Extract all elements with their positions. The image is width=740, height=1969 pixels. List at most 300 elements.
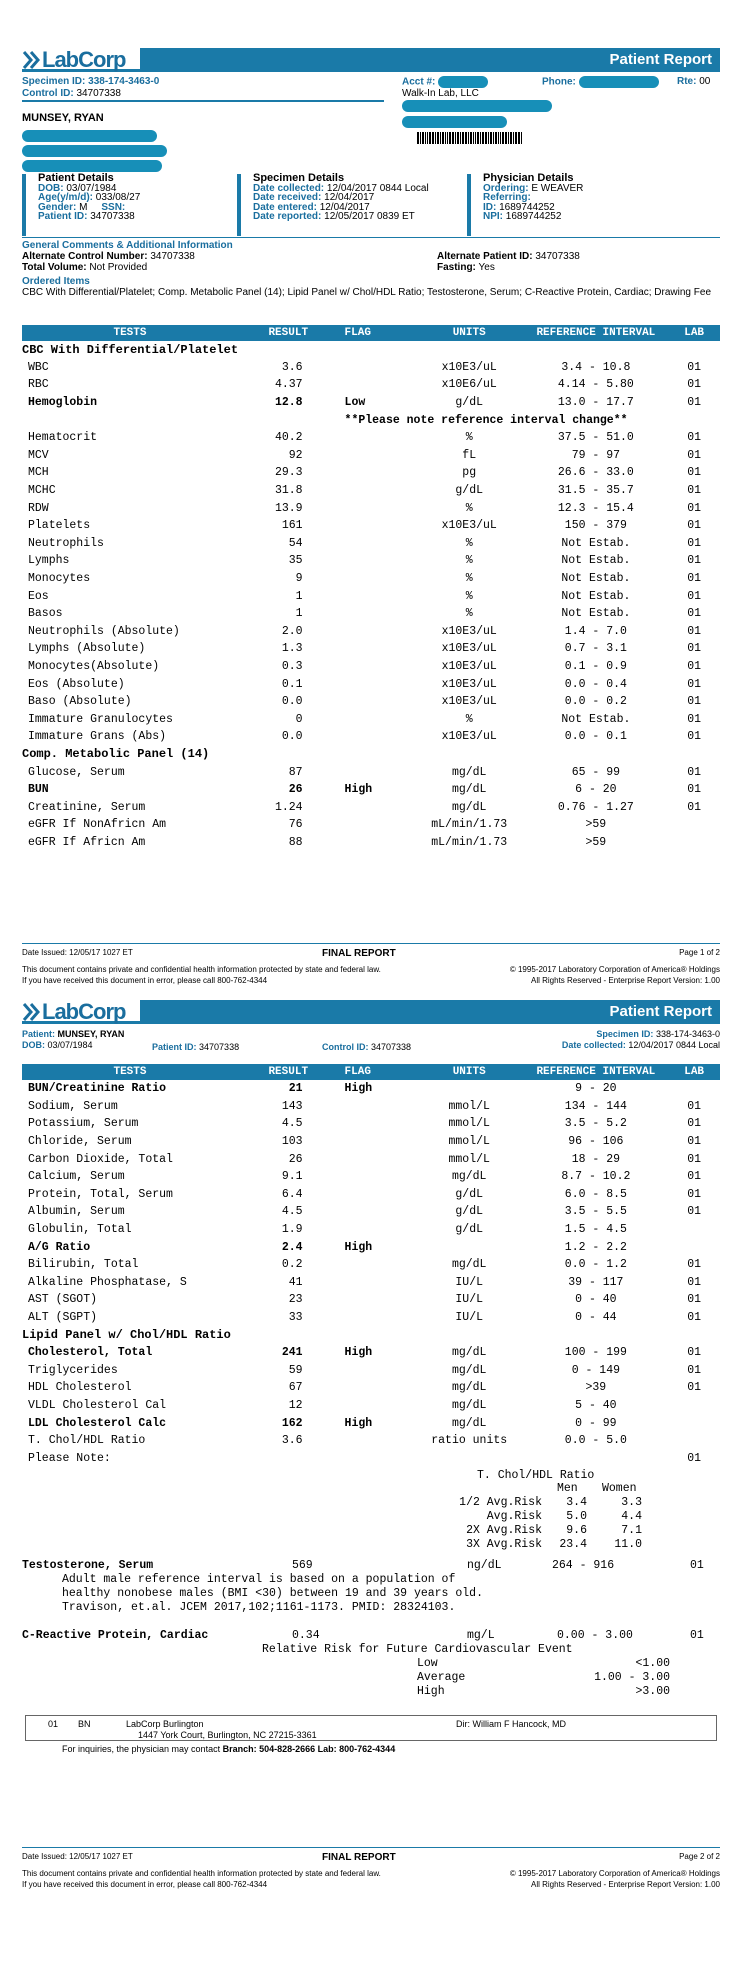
result-value: 9 — [295, 572, 303, 586]
page1-footer: Date Issued: 12/05/17 1027 ET FINAL REPORT Page 1 of 2 This document contains private and confidential health information protected by state and federal law. If you have received this document in error, please call 800-762-4344 © 1995-2017 Laboratory Corporation of America® Holdings All Rights Reserved - Enterprise Report Version: 1.00 — [22, 943, 720, 989]
result-row — [22, 587, 720, 605]
result-row — [22, 834, 720, 852]
result-row — [22, 675, 720, 693]
result-units: mg/dL — [451, 1363, 487, 1377]
result-flag — [343, 658, 415, 676]
result-units: % — [465, 589, 473, 603]
test-name: RDW — [28, 501, 49, 515]
result-row — [22, 552, 720, 570]
result-units: mL/min/1.73 — [431, 818, 508, 832]
result-units: x10E3/uL — [441, 642, 497, 656]
result-value: 67 — [288, 1381, 303, 1395]
risk-women: 3.3 — [621, 1496, 642, 1510]
crp-block: C-Reactive Protein, Cardiac 0.34 mg/L 0.00 - 3.00 01 Relative Risk for Future Cardiovascular Event Low <1.00 Average 1.00 - 3.00 High >3.00 — [22, 1629, 704, 1699]
lab-code: 01 — [687, 501, 702, 515]
reference-interval: Not Estab. — [561, 572, 631, 586]
result-units: % — [465, 607, 473, 621]
lab-code: 01 — [687, 677, 702, 691]
test-name: Carbon Dioxide, Total — [28, 1152, 173, 1166]
risk-label: 2X Avg.Risk — [466, 1524, 542, 1538]
reference-interval: 12.3 - 15.4 — [557, 501, 634, 515]
result-value — [234, 1449, 343, 1467]
result-units: mmol/L — [448, 1117, 490, 1131]
result-units: mg/dL — [451, 1170, 487, 1184]
lab-code: 01 — [687, 1293, 702, 1307]
test-name: AST (SGOT) — [28, 1293, 98, 1307]
test-name: BUN — [28, 783, 49, 797]
lab-code: 01 — [687, 1099, 702, 1113]
result-row — [22, 1080, 720, 1098]
result-units: mg/dL — [451, 1416, 487, 1430]
lab-code: 01 — [687, 607, 702, 621]
result-row — [22, 728, 720, 746]
lab-code: 01 — [687, 360, 702, 374]
result-value: 26 — [288, 783, 303, 797]
result-units: mg/dL — [451, 800, 487, 814]
test-name: Chloride, Serum — [28, 1135, 132, 1149]
result-units: fL — [462, 448, 477, 462]
lab-code: 01 — [687, 1187, 702, 1201]
risk-women: 11.0 — [614, 1538, 642, 1552]
result-flag: High — [344, 1416, 373, 1430]
lab-code: 01 — [687, 642, 702, 656]
test-name: Protein, Total, Serum — [28, 1187, 173, 1201]
result-row — [22, 1133, 720, 1151]
result-value: 4.37 — [274, 378, 303, 392]
result-row — [22, 1274, 720, 1292]
result-value: 6.4 — [281, 1187, 303, 1201]
patient-details: Patient Details DOB: 03/07/1984 Age(y/m/d): 033/08/27 Gender: M SSN: Patient ID: 34707338 — [22, 174, 227, 236]
result-value: 0.2 — [281, 1258, 303, 1272]
result-units: ratio units — [431, 1434, 508, 1448]
section-title: Lipid Panel w/ Chol/HDL Ratio — [22, 1328, 231, 1343]
result-flag — [343, 1150, 415, 1168]
lab-code: 01 — [687, 378, 702, 392]
result-row — [22, 605, 720, 623]
test-name: Glucose, Serum — [28, 765, 125, 779]
result-value: 2.0 — [281, 624, 303, 638]
test-name: A/G Ratio — [28, 1240, 91, 1254]
result-units: x10E3/uL — [441, 624, 497, 638]
result-value: 59 — [288, 1363, 303, 1377]
result-flag — [343, 1186, 415, 1204]
risk-label: 1/2 Avg.Risk — [459, 1496, 542, 1510]
result-row — [22, 1362, 720, 1380]
test-name: Hematocrit — [28, 431, 98, 445]
divider — [22, 100, 384, 102]
reference-interval: 3.5 - 5.5 — [564, 1205, 627, 1219]
result-flag — [343, 447, 415, 465]
result-flag — [343, 482, 415, 500]
report-page-2 — [22, 999, 720, 1889]
result-row — [22, 763, 720, 781]
crp-risk-value: <1.00 — [635, 1657, 670, 1671]
patient-name: MUNSEY, RYAN — [22, 112, 104, 124]
result-value: 54 — [288, 536, 303, 550]
reference-interval: 6.0 - 8.5 — [564, 1187, 627, 1201]
result-units: % — [465, 431, 473, 445]
lab-code: 01 — [687, 536, 702, 550]
general-comments: General Comments & Additional Information Alternate Control Number: 34707338 Alternate Patient ID: 34707338 Total Volume: Not Provided Fasting: Yes Ordered Items CBC With Differential/Platelet; Comp. Metabolic Panel (14); Lipid Panel w/ Chol/HDL Ratio; Testosterone, Serum; C-Reactive Protein, Cardiac; Drawing Fee — [22, 237, 720, 325]
reference-interval: 100 - 199 — [564, 1346, 627, 1360]
test-name: MCHC — [28, 484, 56, 498]
result-units: x10E3/uL — [441, 677, 497, 691]
test-name: RBC — [28, 378, 49, 392]
test-name: MCV — [28, 448, 49, 462]
result-units: mg/dL — [451, 765, 487, 779]
logo-text: LabCorp — [42, 47, 126, 72]
reference-interval: Not Estab. — [561, 589, 631, 603]
reference-interval: 0.0 - 0.4 — [564, 677, 627, 691]
result-flag — [343, 517, 415, 535]
labcorp-mark-icon — [22, 50, 40, 70]
lab-code: 01 — [687, 431, 702, 445]
result-flag — [343, 587, 415, 605]
reference-interval: 0.76 - 1.27 — [557, 800, 634, 814]
reference-interval: Not Estab. — [561, 607, 631, 621]
result-units: g/dL — [455, 484, 483, 498]
report-page-1 — [22, 47, 720, 985]
result-row — [22, 447, 720, 465]
lab-code: 01 — [687, 1346, 702, 1360]
test-name: Monocytes(Absolute) — [28, 659, 160, 673]
result-row — [22, 359, 720, 377]
result-units: % — [465, 712, 473, 726]
lab-code: 01 — [687, 1205, 702, 1219]
specimen-id-line: Specimen ID: 338-174-3463-0 — [22, 76, 160, 87]
risk-women: 7.1 — [621, 1524, 642, 1538]
reference-interval: 0.0 - 1.2 — [564, 1258, 627, 1272]
report-title: Patient Report — [140, 48, 720, 72]
result-row — [22, 499, 720, 517]
test-name: Monocytes — [28, 572, 91, 586]
result-value: 40.2 — [274, 431, 303, 445]
test-name: WBC — [28, 360, 49, 374]
lab-code: 01 — [687, 1170, 702, 1184]
reference-interval: 18 - 29 — [571, 1152, 621, 1166]
result-value: 33 — [288, 1311, 303, 1325]
phone-line: Phone: — [542, 76, 659, 88]
lab-code: 01 — [687, 783, 702, 797]
result-flag: High — [344, 783, 373, 797]
test-name: Globulin, Total — [28, 1223, 132, 1237]
section-title: CBC With Differential/Platelet — [22, 342, 239, 357]
specimen-id: 338-174-3463-0 — [88, 76, 160, 87]
reference-interval: 0.0 - 0.2 — [564, 695, 627, 709]
reference-interval: 9 - 20 — [575, 1082, 617, 1096]
lab-code: 01 — [687, 1152, 702, 1166]
lab-code: 01 — [687, 624, 702, 638]
result-value: 35 — [288, 554, 303, 568]
result-value: 103 — [281, 1135, 303, 1149]
risk-women: 4.4 — [621, 1510, 642, 1524]
lab-code — [668, 1432, 720, 1450]
results-table-page1: TESTS RESULT FLAG UNITS REFERENCE INTERVAL LAB CBC With Differential/Platelet WBC 3.6 x10E3/uL 3.4 - 10.8 01 RBC 4.37 x10E6/uL 4.14 - 5.80 01 Hemoglobin 12.8 Low g/dL 13.0 - 17.7 01 **Please note reference interval change** Hematocrit 40.2 % 37.5 - 51.0 01 MCV 92 fL 79 - 97 01 MCH 29.3 pg 26.6 - 33.0 01 MCHC 31.8 g/dL 31.5 - 35.7 01 RDW 13.9 % 12.3 - 15.4 01 Platelets 161 x10E3/uL 150 - 379 01 Neutrophils 54 % Not Estab. 01 Lymphs 35 % Not Estab. 01 Monocytes 9 % Not Estab. 01 Eos 1 % Not Estab. 01 Basos 1 % Not Estab. 01 Neutrophils (Absolute) 2.0 x10E3/uL 1.4 - 7.0 01 Lymphs (Absolute) 1.3 x10E3/uL 0.7 - 3.1 01 Monocytes(Absolute) 0.3 x10E3/uL 0.1 - 0.9 01 Eos (Absolute) 0.1 x10E3/uL 0.0 - 0.4 01 Baso (Absolute) 0.0 x10E3/uL 0.0 - 0.2 01 Immature Granulocytes 0 % Not Estab. 01 Immature Grans (Abs) 0.0 x10E3/uL 0.0 - 0.1 01 Comp. Metabolic Panel (14) Glucose, Serum 87 mg/dL 65 - 99 01 BUN 26 High mg/dL 6 - 20 01 Creatinine, Serum 1.24 mg/dL 0.76 - 1.27 01 eGFR If NonAfricn Am 76 mL/min/1.73 >59 eGFR If Africn Am 88 mL/min/1.73 >59 — [22, 325, 720, 851]
result-units: mmol/L — [448, 1099, 490, 1113]
lab-code: 01 — [687, 1363, 702, 1377]
result-value: 1 — [295, 589, 303, 603]
result-units: g/dL — [455, 1223, 483, 1237]
result-value: 87 — [288, 765, 303, 779]
result-row — [22, 1344, 720, 1362]
lab-code — [668, 1397, 720, 1415]
lab-code: 01 — [687, 589, 702, 603]
patient-header — [22, 72, 720, 222]
reference-interval: 0 - 149 — [571, 1363, 621, 1377]
result-flag — [343, 1274, 415, 1292]
result-row — [22, 1238, 720, 1256]
rte-line: Rte: 00 — [677, 76, 711, 87]
result-value: 26 — [288, 1152, 303, 1166]
result-flag — [343, 763, 415, 781]
result-units: mg/dL — [451, 783, 487, 797]
result-flag: High — [344, 1240, 373, 1254]
result-row — [22, 1168, 720, 1186]
inquiry-line: For inquiries, the physician may contact Branch: 504-828-2666 Lab: 800-762-4344 — [62, 1744, 396, 1755]
result-row — [22, 658, 720, 676]
result-flag — [343, 1203, 415, 1221]
result-units: mmol/L — [448, 1152, 490, 1166]
test-name: ALT (SGPT) — [28, 1311, 98, 1325]
test-name: Immature Granulocytes — [28, 712, 173, 726]
page2-patient-header: Patient: MUNSEY, RYAN DOB: 03/07/1984 Patient ID: 34707338 Control ID: 34707338 Specimen ID: 338-174-3463-0 Date collected: 12/04/2017 0844 Local — [22, 1029, 720, 1052]
result-value: 1.24 — [274, 800, 303, 814]
reference-interval: 134 - 144 — [564, 1099, 627, 1113]
result-flag — [343, 675, 415, 693]
result-row — [22, 535, 720, 553]
result-value: 12.8 — [274, 396, 303, 410]
result-units: mg/dL — [451, 1258, 487, 1272]
result-flag — [343, 1221, 415, 1239]
result-value: 12 — [288, 1398, 303, 1412]
result-units: g/dL — [455, 396, 483, 410]
control-id-line: Control ID: 34707338 — [22, 88, 121, 99]
lab-code — [668, 1221, 720, 1239]
reference-interval: 65 - 99 — [571, 765, 621, 779]
result-flag — [343, 464, 415, 482]
lab-code: 01 — [687, 1117, 702, 1131]
result-units: IU/L — [455, 1275, 483, 1289]
result-flag — [343, 728, 415, 746]
test-name: Platelets — [28, 519, 91, 533]
reference-interval: 0.0 - 0.1 — [564, 730, 627, 744]
result-row — [22, 464, 720, 482]
result-value: 3.6 — [281, 360, 303, 374]
result-units: x10E3/uL — [441, 360, 497, 374]
result-value: 241 — [281, 1346, 303, 1360]
result-units: mg/dL — [451, 1381, 487, 1395]
lab-info-box: 01 BN LabCorp Burlington 1447 York Court, Burlington, NC 27215-3361 Dir: William F Hancock, MD — [25, 1715, 717, 1741]
result-units: IU/L — [455, 1311, 483, 1325]
test-name: T. Chol/HDL Ratio — [28, 1434, 146, 1448]
test-name: Neutrophils (Absolute) — [28, 624, 180, 638]
result-flag — [343, 359, 415, 377]
lab-code — [668, 1080, 720, 1098]
lab-code: 01 — [687, 800, 702, 814]
risk-label: 3X Avg.Risk — [466, 1538, 542, 1552]
result-units: x10E6/uL — [441, 378, 497, 392]
crp-risk-value: 1.00 - 3.00 — [594, 1671, 670, 1685]
result-row — [22, 1291, 720, 1309]
lab-code: 01 — [687, 1451, 702, 1465]
result-row — [22, 517, 720, 535]
barcode — [417, 132, 522, 144]
physician-details: Physician Details Ordering: E WEAVER Referring: ID: 1689744252 NPI: 1689744252 — [467, 174, 720, 236]
test-name: HDL Cholesterol — [28, 1381, 132, 1395]
reference-interval: 6 - 20 — [575, 783, 617, 797]
result-value: 9.1 — [281, 1170, 303, 1184]
result-units: mg/dL — [451, 1398, 487, 1412]
result-value: 1 — [295, 607, 303, 621]
result-flag — [343, 798, 415, 816]
redacted-address — [22, 130, 167, 172]
result-row — [22, 1256, 720, 1274]
result-row — [22, 1115, 720, 1133]
test-name: Neutrophils — [28, 536, 104, 550]
test-name: eGFR If NonAfricn Am — [28, 818, 167, 832]
result-value: 31.8 — [274, 484, 303, 498]
reference-interval: 0.1 - 0.9 — [564, 659, 627, 673]
lab-code: 01 — [687, 519, 702, 533]
lab-code — [668, 834, 720, 852]
reference-interval: 0 - 44 — [575, 1311, 617, 1325]
result-units: mmol/L — [448, 1135, 490, 1149]
test-name: Eos (Absolute) — [28, 677, 125, 691]
reference-interval: >39 — [585, 1381, 607, 1395]
ordered-items: CBC With Differential/Platelet; Comp. Metabolic Panel (14); Lipid Panel w/ Chol/HDL Ratio; Testosterone, Serum; C-Reactive Protein, Cardiac; Drawing Fee — [22, 287, 711, 298]
reference-interval: 0.7 - 3.1 — [564, 642, 627, 656]
lab-code: 01 — [687, 765, 702, 779]
page1-header-band — [22, 48, 720, 72]
reference-interval: Not Estab. — [561, 554, 631, 568]
result-flag — [343, 1115, 415, 1133]
reference-interval: 31.5 - 35.7 — [557, 484, 634, 498]
result-flag: High — [344, 1346, 373, 1360]
result-units: g/dL — [455, 1187, 483, 1201]
reference-interval: 26.6 - 33.0 — [557, 466, 634, 480]
result-row — [22, 816, 720, 834]
crp-risk-label: Low — [417, 1657, 438, 1671]
result-value: 88 — [288, 835, 303, 849]
result-value: 21 — [288, 1082, 303, 1096]
test-name: Lymphs — [28, 554, 70, 568]
result-row — [22, 693, 720, 711]
interval-note: **Please note reference interval change** — [344, 413, 628, 427]
lab-code: 01 — [687, 484, 702, 498]
result-row — [22, 1449, 720, 1467]
result-flag — [343, 499, 415, 517]
test-name: VLDL Cholesterol Cal — [28, 1398, 167, 1412]
lab-code: 01 — [687, 695, 702, 709]
details-row — [22, 174, 720, 236]
test-name: Albumin, Serum — [28, 1205, 125, 1219]
result-value: 1.3 — [281, 642, 303, 656]
reference-interval: 79 - 97 — [571, 448, 621, 462]
reference-interval — [523, 1449, 668, 1467]
crp-risk-label: High — [417, 1685, 445, 1699]
result-flag — [343, 1432, 415, 1450]
result-value: 4.5 — [281, 1117, 303, 1131]
lab-code: 01 — [687, 554, 702, 568]
test-name: Baso (Absolute) — [28, 695, 132, 709]
result-flag: High — [344, 1082, 373, 1096]
result-flag — [343, 605, 415, 623]
result-value: 92 — [288, 448, 303, 462]
result-flag — [343, 1449, 415, 1467]
page2-footer: Date Issued: 12/05/17 1027 ET FINAL REPORT Page 2 of 2 This document contains private and confidential health information protected by state and federal law. If you have received this document in error, please call 800-762-4344 © 1995-2017 Laboratory Corporation of America® Holdings All Rights Reserved - Enterprise Report Version: 1.00 — [22, 1847, 720, 1893]
result-units: pg — [462, 466, 477, 480]
result-row — [22, 798, 720, 816]
result-value: 0 — [295, 712, 303, 726]
reference-interval: 0.0 - 5.0 — [564, 1434, 627, 1448]
lab-code: 01 — [687, 712, 702, 726]
test-name: Hemoglobin — [28, 396, 98, 410]
result-row — [22, 429, 720, 447]
result-value: 143 — [281, 1099, 303, 1113]
section-header — [22, 1326, 720, 1344]
result-row — [22, 1414, 720, 1432]
result-row — [22, 781, 720, 799]
reference-interval: 96 - 106 — [568, 1135, 624, 1149]
lab-code: 01 — [687, 1135, 702, 1149]
result-units: % — [465, 536, 473, 550]
result-flag — [343, 640, 415, 658]
result-value: 161 — [281, 519, 303, 533]
result-flag — [343, 834, 415, 852]
lab-code: 01 — [687, 1258, 702, 1272]
reference-interval: 5 - 40 — [575, 1398, 617, 1412]
crp-risk-label: Average — [417, 1671, 466, 1685]
reference-interval: Not Estab. — [561, 712, 631, 726]
lab-code: 01 — [687, 730, 702, 744]
result-flag — [343, 623, 415, 641]
reference-interval: Not Estab. — [561, 536, 631, 550]
reference-interval: 3.5 - 5.2 — [564, 1117, 627, 1131]
test-name: Triglycerides — [28, 1363, 118, 1377]
result-row — [22, 1150, 720, 1168]
lab-code: 01 — [687, 448, 702, 462]
result-value: 0.3 — [281, 659, 303, 673]
result-row — [22, 1379, 720, 1397]
result-row — [22, 394, 720, 412]
reference-interval: 4.14 - 5.80 — [557, 378, 634, 392]
result-flag — [343, 535, 415, 553]
test-name: BUN/Creatinine Ratio — [28, 1082, 167, 1096]
lab-code — [668, 1238, 720, 1256]
result-units: mL/min/1.73 — [431, 835, 508, 849]
result-row — [22, 623, 720, 641]
result-flag: Low — [344, 396, 366, 410]
result-flag — [343, 376, 415, 394]
result-value: 13.9 — [274, 501, 303, 515]
result-value: 4.5 — [281, 1205, 303, 1219]
result-row — [22, 376, 720, 394]
lab-code: 01 — [687, 1275, 702, 1289]
section-header — [22, 746, 720, 764]
lab-code: 01 — [687, 396, 702, 410]
labcorp-mark-icon — [22, 1002, 40, 1022]
result-row — [22, 1309, 720, 1327]
test-name: Potassium, Serum — [28, 1117, 139, 1131]
result-units: x10E3/uL — [441, 659, 497, 673]
result-value: 29.3 — [274, 466, 303, 480]
reference-interval: 1.5 - 4.5 — [564, 1223, 627, 1237]
result-flag — [343, 1291, 415, 1309]
result-units: % — [465, 501, 473, 515]
control-id: 34707338 — [76, 88, 121, 99]
result-row — [22, 710, 720, 728]
reference-interval: >59 — [585, 835, 607, 849]
